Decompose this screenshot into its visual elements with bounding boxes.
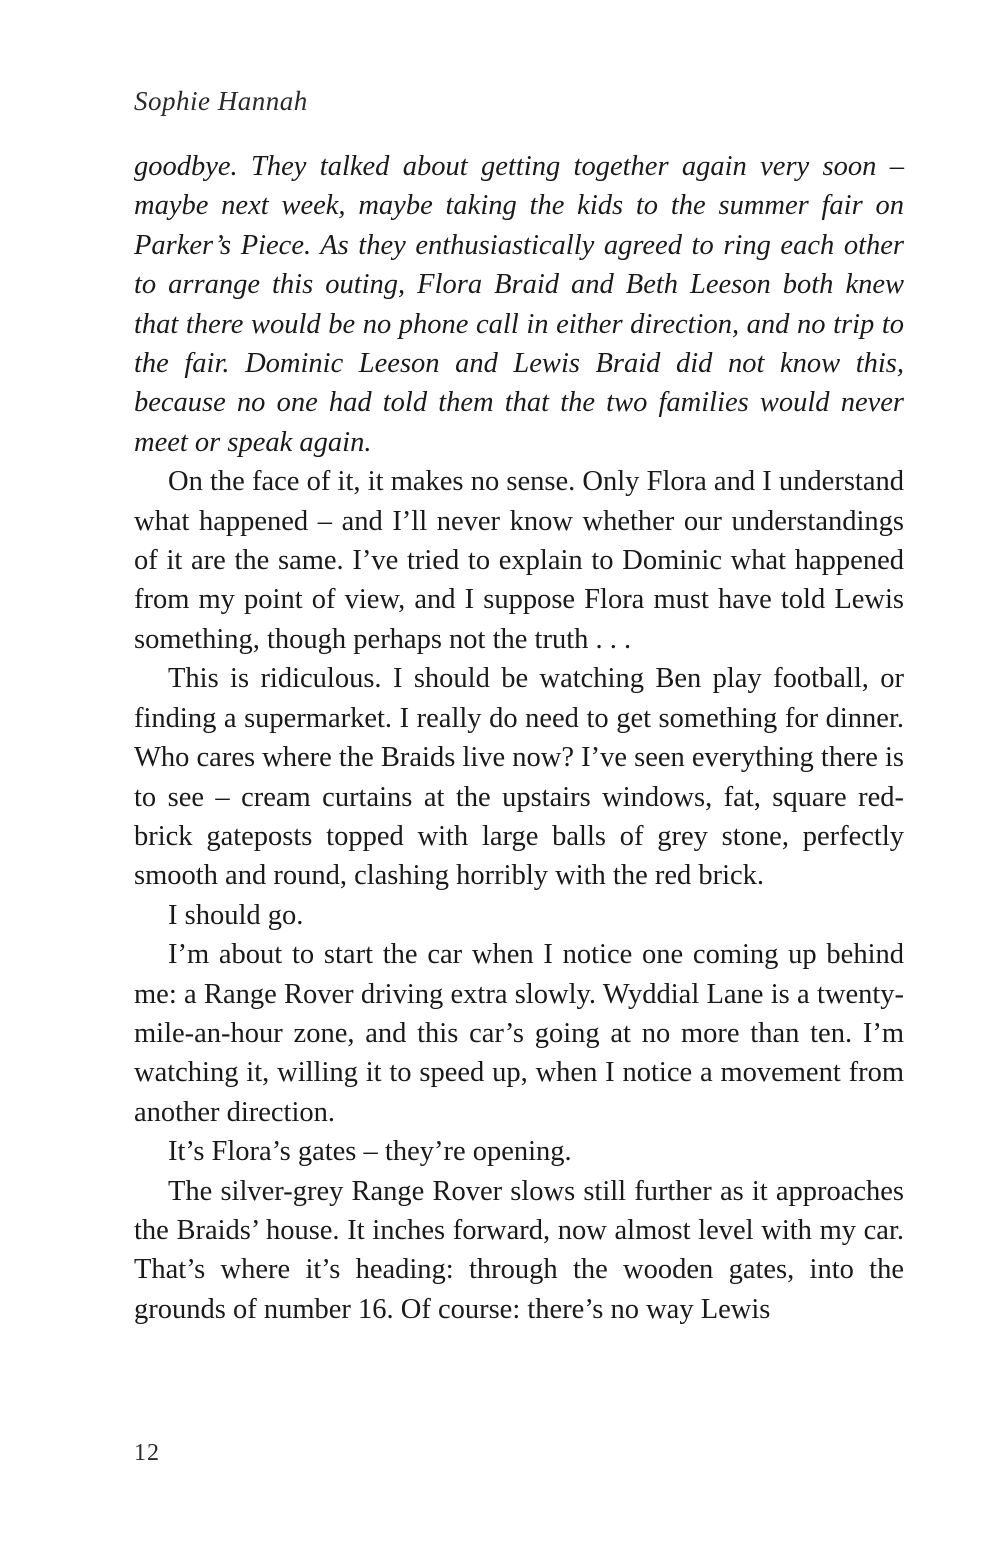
paragraph: On the face of it, it makes no sense. Only Flora and I understand what happened – and I’ll never know whether our understandings of it are the same. I’ve tried to explain to Dominic what happened from my point of view, and I suppose Flora must have told Lewis something, though perhaps not the truth . . . <box>134 466 904 655</box>
paragraph-last: The silver-grey Range Rover slows still further as it approaches the Braids’ house. It inches forward, now almost level with my car. That’s where it’s heading: through the wooden gates, into the grounds of number 16. Of course: there’s no way Lewis <box>134 1175 904 1325</box>
paragraph: I should go. <box>168 899 304 931</box>
paragraph: I’m about to start the car when I notice one coming up behind me: a Range Rover driving extra slowly. Wyddial Lane is a twenty-mile-an-hour zone, and this car’s going at no more than ten. I’m watching it, willing it to speed up, when I notice a movement from another direction. <box>134 939 904 1128</box>
body-text <box>134 147 904 1329</box>
page-number: 12 <box>134 1440 160 1466</box>
paragraph-italic-passage: goodbye. They talked about getting together again very soon – maybe next week, maybe taking the kids to the summer fair on Parker’s Piece. As they enthusiastically agreed to ring each other to arrange this outing, Flora Braid and Beth Leeson both knew that there would be no phone call in either direction, and no trip to the fair. Dominic Leeson and Lewis Braid did not know this, because no one had told them that the two families would never meet or speak again. <box>134 151 904 458</box>
book-page <box>134 0 904 1561</box>
paragraph: It’s Flora’s gates – they’re opening. <box>168 1136 572 1168</box>
running-head: Sophie Hannah <box>134 86 308 116</box>
paragraph: This is ridiculous. I should be watching Ben play football, or finding a supermarket. I really do need to get something for dinner. Who cares where the Braids live now? I’ve seen everything there is to see – cream curtains at the upstairs windows, fat, square red-brick gateposts topped with large balls of grey stone, perfectly smooth and round, clashing horribly with the red brick. <box>134 663 904 892</box>
